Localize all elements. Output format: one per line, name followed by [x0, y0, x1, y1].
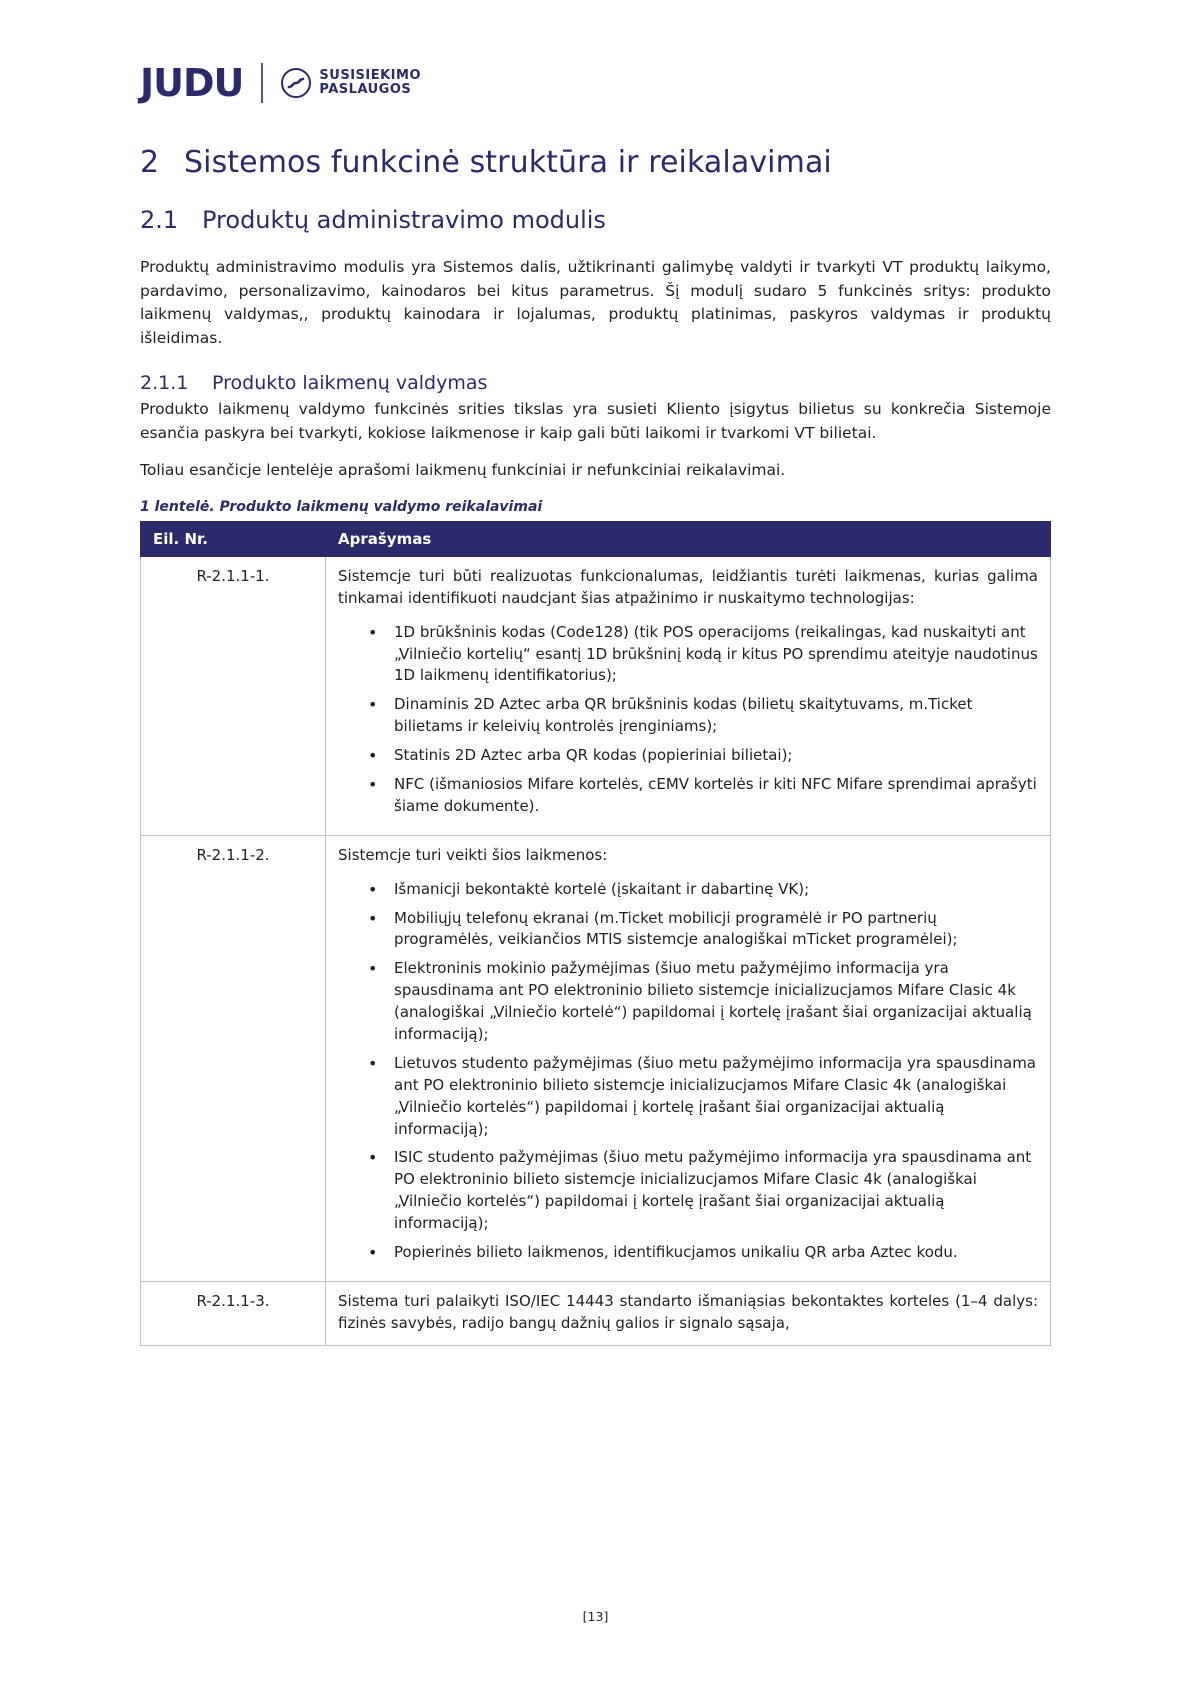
section-title-2: Produktų administravimo modulis — [202, 206, 606, 234]
page-footer — [0, 1609, 1191, 1624]
table-header-row — [141, 521, 1051, 556]
list-item: • Išmanicji bekontaktė kortelė (įskaitant ir dabartinę VK); — [394, 879, 1038, 901]
requirement-intro: Sistemcje turi veikti šios laikmenos: — [338, 845, 608, 864]
table-lead-paragraph: Toliau esančicje lentelėje aprašomi laikmenų funkciniai ir nefunkciniai reikalavimai. — [140, 461, 786, 480]
list-item: • Mobiliųjų telefonų ekranai (m.Ticket mobilicji programėlė ir PO partnerių programėlės, veikiančios MTIS sistemcje analogiškai mTicket programėlei); — [394, 908, 1038, 952]
table-caption: 1 lentelė. Produkto laikmenų valdymo reikalavimai — [140, 498, 543, 515]
section-heading-3 — [140, 372, 1051, 394]
requirement-id: R-2.1.1-2. — [141, 835, 326, 1281]
requirement-bullet-list — [338, 879, 1038, 1264]
subsection-paragraph: Produkto laikmenų valdymo funkcinės srities tikslas yra susieti Kliento įsigytus bilietus su konkrečia Sistemoje esančia paskyra bei tvarkyti, kokiose laikmenose ir kaip gali būti laikomi ir tvarkomi VT bilietai. — [140, 400, 1051, 442]
list-item: • Lietuvos studento pažymėjimas (šiuo metu pažymėjimo informacija yra spausdinama ant PO elektroninio bilieto sistemcje inicializucjamos Mifare Clasic 4k (analogiškai „Vilniečio kortelės“) papildomai į kortelę įrašant šiai organizacijai aktualią informaciją); — [394, 1053, 1038, 1141]
list-item: • Statinis 2D Aztec arba QR kodas (popieriniai bilietai); — [394, 745, 1038, 767]
requirement-bullet-list — [338, 622, 1038, 818]
requirement-description — [326, 556, 1051, 835]
susisiekimo-paslaugos-logo — [281, 68, 421, 98]
list-item: • NFC (išmaniosios Mifare kortelės, cEMV kortelės ir kiti NFC Mifare sprendimai aprašyti šiame dokumente). — [394, 774, 1038, 818]
section-title-3: Produkto laikmenų valdymas — [212, 372, 488, 395]
list-item: • Dinaminis 2D Aztec arba QR brūkšninis kodas (bilietų skaitytuvams, m.Ticket bilietams ir keleivių kontrolės įrenginiams); — [394, 694, 1038, 738]
table-row — [141, 556, 1051, 835]
table-row — [141, 1281, 1051, 1345]
judu-logo-text: JUDU — [140, 61, 244, 105]
requirement-description — [326, 835, 1051, 1281]
table-header-description: Aprašymas — [326, 521, 1051, 556]
header-logo — [140, 55, 1051, 111]
section-title-1: Sistemos funkcinė struktūra ir reikalavimai — [184, 145, 832, 180]
table-header-id: Eil. Nr. — [141, 521, 326, 556]
requirement-description: Sistema turi palaikyti ISO/IEC 14443 standarto išmaniąsias bekontaktes korteles (1–4 dalys: fizinės savybės, radijo bangų dažnių galios ir signalo sąsaja, — [326, 1281, 1051, 1345]
requirement-intro: Sistemcje turi būti realizuotas funkcionalumas, leidžiantis turėti laikmenas, kurias galima tinkamai identifikuoti naudcjant šias atpažinimo ir nuskaitymo technologijas: — [338, 566, 1038, 607]
intro-paragraph: Produktų administravimo modulis yra Sistemos dalis, užtikrinanti galimybę valdyti ir tvarkyti VT produktų laikymo, pardavimo, personalizavimo, kainodaros bei kitus parametrus. Šį modulį sudaro 5 funkcinės sritys: produkto laikmenų valdymas,, produktų kainodara ir lojalumas, produktų platinimas, paskyros valdymas ir produktų išleidimas. — [140, 258, 1051, 347]
list-item: • 1D brūkšninis kodas (Code128) (tik POS operacijoms (reikalingas, kad nuskaityti ant „Vilniečio kortelių“ esantį 1D brūkšninį kodą ir kitus PO sprendimu ateityje naudotinus 1D laikmenų identifikatorius); — [394, 622, 1038, 688]
sp-logo-text — [319, 69, 421, 97]
requirement-id: R-2.1.1-1. — [141, 556, 326, 835]
list-item: • ISIC studento pažymėjimas (šiuo metu pažymėjimo informacija yra spausdinama ant PO elektroninio bilieto sistemcje inicializucjamos Mifare Clasic 4k (analogiškai „Vilniečio kortelės“) papildomai į kortelę įrašant šiai organizacijai aktualią informaciją); — [394, 1147, 1038, 1235]
section-number-2: 2.1 — [140, 206, 179, 234]
sp-logo-line1: SUSISIEKIMO — [319, 67, 422, 83]
page-number: [13] — [582, 1609, 609, 1624]
list-item: • Elektroninis mokinio pažymėjimas (šiuo metu pažymėjimo informacija yra spausdinama ant PO elektroninio bilieto sistemcje inicializucjamos Mifare Clasic 4k (analogiškai „Vilniečio kortelė“) papildomai į kortelę įrašant šiai organizacijai aktualią informaciją); — [394, 958, 1038, 1046]
section-heading-1 — [140, 145, 1051, 180]
requirement-id: R-2.1.1-3. — [141, 1281, 326, 1345]
table-row — [141, 835, 1051, 1281]
sp-logo-line2: PASLAUGOS — [319, 82, 412, 97]
list-item: • Popierinės bilieto laikmenos, identifikucjamos unikaliu QR arba Aztec kodu. — [394, 1242, 1038, 1264]
sp-mark-icon — [281, 68, 311, 98]
section-heading-2 — [140, 206, 1051, 234]
logo-divider — [261, 63, 263, 103]
requirements-table — [140, 521, 1051, 1346]
section-number-1: 2 — [140, 145, 160, 180]
section-number-3: 2.1.1 — [140, 372, 189, 395]
